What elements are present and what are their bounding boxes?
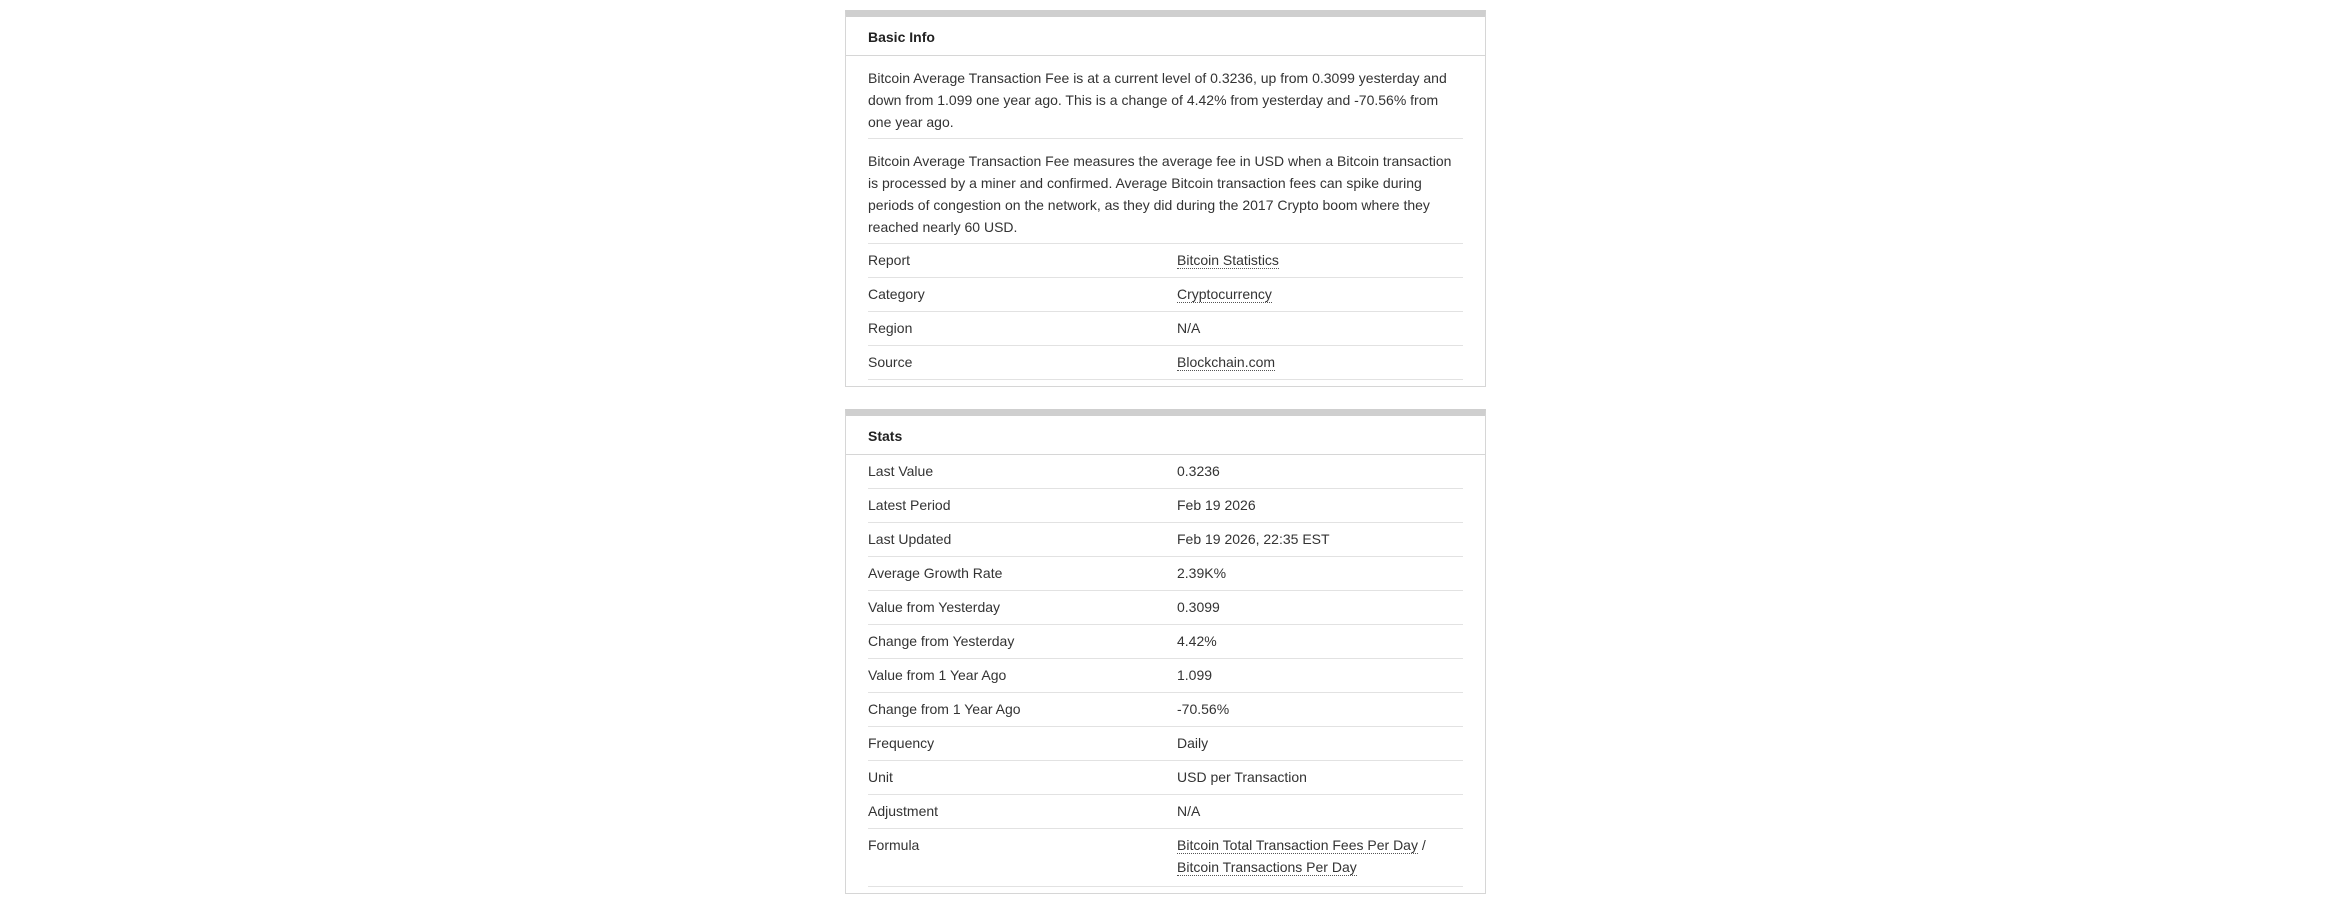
formula-link-transactions[interactable]: Bitcoin Transactions Per Day bbox=[1177, 859, 1357, 875]
stats-label: Formula bbox=[868, 837, 920, 853]
formula-link-fees[interactable]: Bitcoin Total Transaction Fees Per Day bbox=[1177, 837, 1418, 853]
info-row-source bbox=[868, 346, 1463, 380]
stats-row bbox=[868, 727, 1463, 761]
stats-value: Feb 19 2026 bbox=[1177, 497, 1256, 513]
stats-row-formula bbox=[868, 829, 1463, 887]
stats-label: Last Updated bbox=[868, 531, 952, 547]
info-value bbox=[1177, 244, 1463, 277]
stats-label: Change from 1 Year Ago bbox=[868, 701, 1021, 717]
info-value: N/A bbox=[1177, 320, 1201, 336]
info-label: Category bbox=[868, 286, 925, 302]
stats-label: Latest Period bbox=[868, 497, 951, 513]
report-link[interactable]: Bitcoin Statistics bbox=[1177, 252, 1279, 268]
basic-info-panel bbox=[845, 10, 1486, 387]
stats-row bbox=[868, 489, 1463, 523]
stats-row bbox=[868, 591, 1463, 625]
stats-panel bbox=[845, 409, 1486, 894]
stats-label: Frequency bbox=[868, 735, 935, 751]
stats-row bbox=[868, 761, 1463, 795]
info-row-region bbox=[868, 312, 1463, 346]
info-row-report bbox=[868, 244, 1463, 278]
formula-value bbox=[1177, 826, 1463, 886]
stats-value: USD per Transaction bbox=[1177, 769, 1307, 785]
stats-value: 0.3099 bbox=[1177, 599, 1220, 615]
source-link[interactable]: Blockchain.com bbox=[1177, 354, 1276, 370]
basic-info-body bbox=[846, 56, 1485, 386]
stats-row bbox=[868, 659, 1463, 693]
info-label: Source bbox=[868, 354, 913, 370]
stats-label: Adjustment bbox=[868, 803, 939, 819]
stats-label: Unit bbox=[868, 769, 893, 785]
stats-value: Daily bbox=[1177, 735, 1209, 751]
stats-row bbox=[868, 523, 1463, 557]
summary-text: Bitcoin Average Transaction Fee is at a current level of 0.3236, up from 0.3099 yesterday and down from 1.099 one year ago. This is a change of 4.42% from yesterday and -70.56% from one year ago. bbox=[868, 56, 1463, 139]
stats-row bbox=[868, 795, 1463, 829]
stats-label: Value from Yesterday bbox=[868, 599, 1001, 615]
stats-value: 4.42% bbox=[1177, 633, 1217, 649]
stats-value: Feb 19 2026, 22:35 EST bbox=[1177, 531, 1330, 547]
content-column bbox=[845, 10, 1486, 916]
stats-row bbox=[868, 693, 1463, 727]
stats-value: 0.3236 bbox=[1177, 463, 1220, 479]
info-value bbox=[1177, 278, 1463, 311]
formula-separator: / bbox=[1417, 837, 1426, 853]
stats-value: -70.56% bbox=[1177, 701, 1230, 717]
stats-body bbox=[846, 455, 1485, 893]
stats-row bbox=[868, 455, 1463, 489]
stats-value: 1.099 bbox=[1177, 667, 1213, 683]
stats-row bbox=[868, 625, 1463, 659]
info-label: Report bbox=[868, 252, 911, 268]
stats-row bbox=[868, 557, 1463, 591]
stats-label: Average Growth Rate bbox=[868, 565, 1003, 581]
info-value bbox=[1177, 346, 1463, 379]
description-text: Bitcoin Average Transaction Fee measures the average fee in USD when a Bitcoin transaction is processed by a miner and confirmed. Average Bitcoin transaction fees can spike during periods of congestion on the network, as they did during the 2017 Crypto boom where they reached nearly 60 USD. bbox=[868, 139, 1463, 244]
basic-info-title: Basic Info bbox=[846, 17, 1485, 56]
info-row-category bbox=[868, 278, 1463, 312]
info-label: Region bbox=[868, 320, 913, 336]
stats-value: 2.39K% bbox=[1177, 565, 1227, 581]
stats-value: N/A bbox=[1177, 803, 1201, 819]
stats-label: Value from 1 Year Ago bbox=[868, 667, 1007, 683]
stats-title: Stats bbox=[846, 416, 1485, 455]
stats-label: Last Value bbox=[868, 463, 934, 479]
category-link[interactable]: Cryptocurrency bbox=[1177, 286, 1272, 302]
stats-label: Change from Yesterday bbox=[868, 633, 1015, 649]
